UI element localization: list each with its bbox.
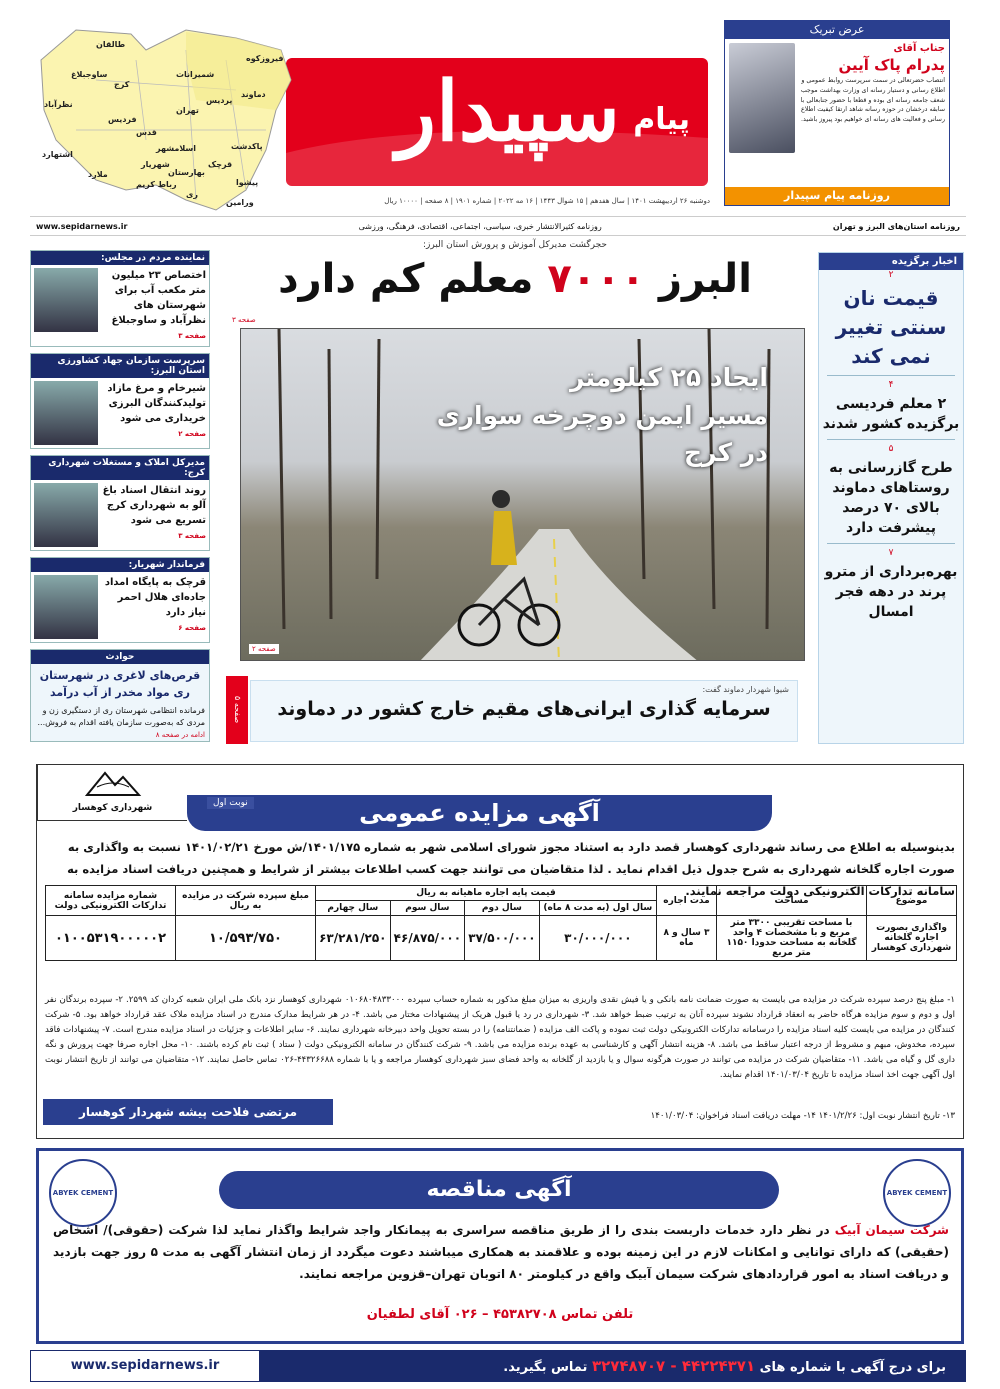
th-area: مساحت (717, 886, 867, 916)
person-photo (34, 268, 98, 332)
map-label: کرج (114, 80, 130, 89)
featured-item[interactable]: طرح گازرسانی به روستاهای دماوند بالای ۷۰ درصد پیشرفت دارد (829, 459, 953, 537)
left-news-item[interactable] (30, 353, 210, 449)
congrats-title: عرض تبریک (725, 21, 949, 39)
photo-caption-line: مسیر ایمن دوچرخه سواری (436, 400, 768, 430)
map-label: قدس (136, 128, 157, 137)
sub-page-ref: صفحه ۵ (226, 676, 248, 744)
logo-small-word: پیام (633, 102, 690, 137)
tender-company: شرکت سیمان آبیک (834, 1223, 949, 1237)
congrats-honorific: جناب آقای (893, 43, 945, 54)
tender-text: در نظر دارد خدمات داربست بندی را از طریق مناقصه سراسری به پیمانکار واجد شرایط واگذار نماید لذا شرکت (حقوقی)/ اشخاص (حقیقی) که دارای توانایی و امکانات لازم در این زمینه بوده و علاقمند به همکاری میباشند دعوت میگردد از زمان انتشار آگهی به مدت ۵ روز جهت بازدید و دریافت اسناد به امور قراردادهای شرکت سیمان آبیک واقع در کیلومتر ۸۰ اتوبان تهران–قزوین مراجعه نمایند. (53, 1223, 949, 1282)
page-marker: ۴ (888, 380, 894, 390)
left-news-item[interactable] (30, 455, 210, 551)
map-label: پردیس (206, 96, 233, 105)
th-subject: موضوع (867, 886, 957, 916)
map-label: فردیس (108, 115, 137, 124)
date-line: دوشنبه ۲۶ اردیبهشت ۱۴۰۱ | سال هفدهم | ۱۵ شوال ۱۴۴۳ | ۱۶ مه ۲۰۲۲ | شماره ۱۹۰۱ | ۸ صفحه | ۱۰۰۰۰ ریال (384, 197, 710, 205)
cell-price: ۶۳/۲۸۱/۲۵۰ (316, 916, 391, 961)
tender-body (53, 1219, 949, 1286)
footer-numbers: ۴۴۲۲۴۳۷۱ - ۳۲۷۴۸۷۰۷ (591, 1357, 756, 1375)
map-label: اسلامشهر (156, 144, 197, 153)
mountain-logo-icon (83, 765, 143, 799)
events-title: حوادث (31, 650, 209, 664)
page-marker: ۵ (888, 443, 894, 454)
item-page: صفحه ۶ (178, 624, 206, 632)
map-label: فیروزکوه (246, 54, 284, 63)
auction-conditions: ۱- مبلغ پنج درصد سپرده شرکت در مزایده می بایست به صورت ضمانت نامه بانکی و یا فیش نقدی واریزی به میزان مبلغ مذکور به شماره حساب سپرده ۰۱۰۶۸۰۴۸۳۳۰۰۰ شهرداری کوهسار نزد بانک ملی ایران شعبه کردان کد ۲۵۹۹. ۲- سپرده برندگان نفر اول و دوم و سوم مزایده هرگاه حاضر به انعقاد قرارداد نشوند سپرده آنان به ترتیب ضبط خواهد شد. ۳- شهرداری در رد یا قبول هریک از پیشنهادات مختار می باشد. ۴- در هر شرایط مدارک مندرج در اسناد مزایده ملاک عقد قرارداد خواهد بود. ۵- شرکت کنندگان در مزایده می بایست کلیه اسناد مزایده را درسامانه تدارکات الکترونیکی دولت ثبت نموده و پاکت الف مزایده ( ضمانتنامه) را در بسته تحویل واحد دبیرخانه شهرداری نمایند. ۶- سایر اطلاعات و جزئیات در اسناد مزایده مندرج است. ۷- پیشنهادات فاقد سپرده، مخدوش، مبهم و مشروط از درجه اعتبار ساقط می باشد. ۸- هزینه انتشار آگهی و کارشناسی به عهده برنده مزایده می باشد. ۹- شرکت کنندگان در سامانه الکترونیکی دولت ( ستاد ) ثبت نام کرده باشند. ۱۰- محل اجاره صرفا جهت پرورش و نگه داری گل و گیاه می باشد. ۱۱- متقاضیان شرکت در مزایده می توانند در صورت هرگونه سوال و یا بازدید از گلخانه به واحد فضای سبز شهرداری کوهسار مراجعه و یا با شماره ۴۴۳۲۶۶۸۸-۰۲۶ تماس حاصل نمایند. ۱۲- متقاضیان می توانند از تاریخ انتشار نوبت اول آگهی جهت اخذ اسناد مزایده تا تاریخ ۱۴۰۱/۰۳/۰۴ اقدام نمایند. (45, 995, 956, 1081)
footer-cta[interactable] (503, 1350, 946, 1382)
cell-number: ۰۱۰۰۵۳۱۹۰۰۰۰۰۲ (46, 916, 176, 961)
footer-text: برای درج آگهی با شماره های (759, 1360, 946, 1375)
website-link[interactable]: www.sepidarnews.ir (36, 221, 128, 231)
th-price: قیمت پایه اجاره ماهیانه به ریال (316, 886, 657, 901)
headline-part-a: البرز (658, 256, 752, 302)
item-page: صفحه ۳ (178, 332, 206, 340)
main-photo[interactable] (240, 328, 805, 661)
categories-line: روزنامه کثیرالانتشار خبری، سیاسی، اجتماعی، اقتصادی، فرهنگی، ورزشی (358, 221, 602, 231)
region-line: روزنامه استان‌های البرز و تهران (832, 221, 960, 231)
th-year: سال سوم (390, 901, 465, 916)
auction-title: آگهی مزایده عمومی (187, 795, 772, 831)
map-label: بهارستان (168, 168, 205, 177)
cell-duration: ۳ سال و ۸ ماه (657, 916, 717, 961)
th-number: شماره مزایده سامانه تدارکات الکترونیکی دولت (46, 886, 176, 916)
map-label: رباط کریم (136, 180, 177, 189)
auction-table (45, 885, 957, 961)
item-label: سرپرست سازمان جهاد کشاورزی استان البرز: (31, 354, 209, 378)
cell-area: با مساحت تقریبی ۳۳۰۰ متر مربع و با مشخصات ۴ واحد گلخانه به مساحت حدودا ۱۱۵۰ متر مربع (717, 916, 867, 961)
map-label: شمیرانات (176, 70, 215, 79)
photo-page-ref: صفحه ۲ (249, 644, 279, 654)
auction-intro: بدینوسیله به اطلاع می رساند شهرداری کوهسار قصد دارد به استناد مجوز شورای اسلامی شهر به شماره ۱۴۰۱/۱۷۵/ش مورخ ۱۴۰۱/۰۲/۲۱ نسبت به واگذاری به صورت اجاره گلخانه شهرداری به شرح جدول ذیل اقدام نماید . لذا متقاضیان می توانند جهت کسب اطلاعات بیشتر از شرایط و همچنین دریافت اسناد مزایده به سامانه تدارکات الکترونیکی دولت مراجعه نمایند. (67, 840, 955, 898)
abyek-logo-left: ABYEK CEMENT (49, 1159, 117, 1227)
cell-price: ۳۰/۰۰۰/۰۰۰ (539, 916, 656, 961)
map-label: اشتهارد (42, 150, 73, 159)
person-photo (34, 381, 98, 445)
item-text: قرچک به پایگاه امداد جاده‌ای هلال احمر نیاز دارد (104, 577, 206, 618)
cell-price: ۳۷/۵۰۰/۰۰۰ (465, 916, 540, 961)
congrats-name: پدرام پاک آیین (838, 56, 945, 74)
item-page: صفحه ۳ (178, 532, 206, 540)
main-headline[interactable] (230, 256, 800, 302)
auction-round: نوبت اول (207, 797, 254, 809)
logo-big-word: سپیدار (396, 64, 620, 160)
newspaper-logo (286, 58, 708, 186)
th-year: سال چهارم (316, 901, 391, 916)
headline-page-ref: صفحه ۳ (232, 316, 256, 324)
featured-item[interactable]: قیمت نان سنتی تغییر نمی کند (835, 286, 947, 368)
item-label: فرماندار شهریار: (31, 558, 209, 572)
person-photo (34, 575, 98, 639)
left-news-item[interactable] (30, 557, 210, 643)
left-news-item[interactable] (30, 250, 210, 347)
th-year: سال دوم (465, 901, 540, 916)
events-page: ادامه در صفحه ۸ (155, 731, 205, 739)
item-page: صفحه ۲ (178, 430, 206, 438)
page-marker: ۲ (888, 270, 894, 280)
item-label: مدیرکل املاک و مستغلات شهرداری کرج: (31, 456, 209, 480)
item-text: اختصاص ۲۳ میلیون متر مکعب آب برای شهرستان های نظرآباد و ساوجبلاغ (111, 270, 206, 326)
main-kicker: حجرگشت مدیرکل آموزش و پرورش استان البرز: (423, 240, 607, 250)
map-label: ساوجبلاغ (71, 70, 108, 79)
featured-item[interactable]: بهره‌برداری از مترو پرند در دهه فجر امسال (824, 563, 958, 621)
events-box[interactable] (30, 649, 210, 742)
featured-item[interactable]: ۲ معلم فردیسی برگزیده کشور شدند (822, 396, 960, 433)
tender-title: آگهی مناقصه (219, 1171, 779, 1209)
page-marker: ۷ (888, 547, 894, 558)
auction-logo-text: شهرداری کوهسار (72, 803, 153, 813)
footer-call: تماس بگیرید. (503, 1360, 588, 1375)
map-label: پیشوا (236, 178, 259, 187)
map-label: قرچک (208, 160, 233, 169)
left-news-column (30, 250, 210, 748)
congrats-signature: روزنامه پیام سپیدار (725, 187, 949, 205)
abyek-logo-right: ABYEK CEMENT (883, 1159, 951, 1227)
photo-caption-line: ایجاد ۲۵ کیلومتر (570, 363, 768, 392)
photo-caption-line: در کرج (683, 438, 768, 467)
th-deposit: مبلغ سپرده شرکت در مزایده به ریال (176, 886, 316, 916)
sub-kicker: شیوا شهردار دماوند گفت: (702, 685, 789, 694)
auction-signature: مرتضی فلاحت پیشه شهردار کوهسار (43, 1099, 333, 1125)
map-label: شهریار (141, 160, 170, 169)
map-label: نظرآباد (44, 100, 73, 109)
featured-title: اخبار برگزیده (819, 253, 963, 270)
sub-headline: سرمایه گذاری ایرانی‌های مقیم خارج کشور در دماوند (277, 698, 771, 720)
cell-subject: واگذاری بصورت اجاره گلخانه شهرداری کوهسار (867, 916, 957, 961)
map-label: تهران (176, 106, 199, 115)
masthead-strip (30, 216, 966, 236)
congrats-text: انتصاب حضرتعالی در سمت سرپرست روابط عمومی و اطلاع رسانی و دستیار رسانه ای وزارت بهداشت موجب شعف جامعه رسانه ای بوده و قطعا با حضور جنابعالی با سابقه درخشان در حوزه رسانه شاهد ارتقا کیفیت اطلاع رسانی و فعالیت های رسانه ای خواهیم بود پیروز باشید. (800, 77, 945, 123)
item-text: روند انتقال اسناد باغ آلو به شهرداری کرج تسریع می شود (102, 485, 206, 526)
kouhsar-logo (37, 765, 187, 821)
events-text: فرمانده انتظامی شهرستان ری از دستگیری زن و مردی که به‌صورت سازمان یافته اقدام به فروش... (37, 706, 205, 727)
auction-conditions-dates: ۱۳- تاریخ انتشار نوبت اول: ۱۴۰۱/۲/۲۶ ۱۴- مهلت دریافت اسناد فراخوان: ۱۴۰۱/۰۳/۰۴ (650, 1111, 955, 1121)
portrait-photo (729, 43, 795, 153)
map-label: ورامین (226, 198, 254, 207)
map-label: طالقان (96, 40, 126, 49)
photo-caption (437, 359, 768, 472)
footer-ad-bar (30, 1350, 966, 1382)
events-headline: قرص‌های لاغری در شهرستان ری مواد مخدر از آب درآمد (39, 669, 201, 699)
cell-price: ۴۶/۸۷۵/۰۰۰ (390, 916, 465, 961)
tender-phone[interactable]: تلفن تماس ۴۵۳۸۲۷۰۸ – ۰۲۶ آقای لطفیان (366, 1307, 634, 1322)
province-map (36, 20, 296, 216)
headline-part-b: معلم کم دارد (278, 256, 534, 302)
item-text: شیرخام و مرغ مازاد تولیدکنندگان البرزی خریداری می شود (107, 383, 206, 424)
cell-deposit: ۱۰/۵۹۳/۷۵۰ (176, 916, 316, 961)
featured-news-column (818, 252, 964, 744)
tender-notice (36, 1148, 964, 1344)
congratulation-box (724, 20, 950, 206)
th-duration: مدت اجاره (657, 886, 717, 916)
item-label: نماینده مردم در مجلس: (31, 251, 209, 265)
map-label: دماوند (241, 90, 266, 99)
auction-notice (36, 764, 964, 1139)
map-label: ری (186, 190, 198, 199)
map-label: ملارد (88, 170, 108, 179)
headline-number: ۷۰۰۰ (547, 256, 645, 302)
th-year: سال اول (به مدت ۸ ماه) (539, 901, 656, 916)
map-label: پاکدشت (231, 142, 263, 151)
person-photo (34, 483, 98, 547)
footer-website[interactable]: www.sepidarnews.ir (30, 1350, 260, 1382)
sub-story[interactable] (250, 680, 798, 742)
